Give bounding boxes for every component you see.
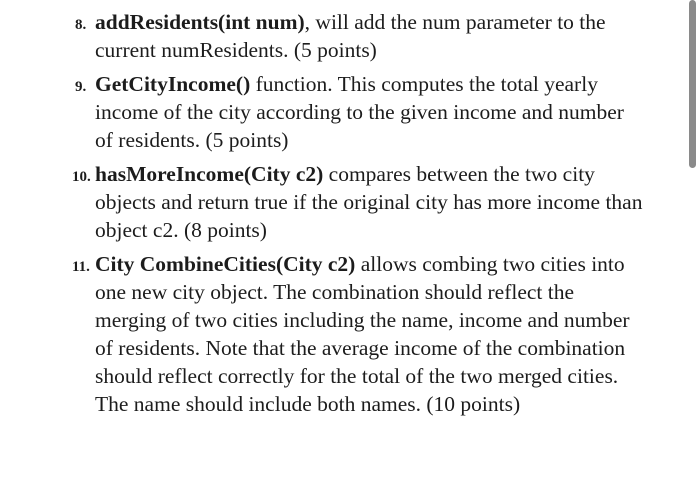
item-description: allows combing two cities into one new city object. The combination should reflect the merging of two cities including the name, income and number of residents. Note that the average income of the combination should reflect correctly for the total of the two merged cities. The name should include both names. (10 points) (95, 252, 630, 416)
method-name: City CombineCities(City c2) (95, 252, 356, 276)
item-number: 11. (72, 259, 90, 275)
scrollbar[interactable] (689, 0, 696, 168)
document-body (72, 8, 645, 424)
method-name: hasMoreIncome(City c2) (95, 162, 324, 186)
list-item (75, 70, 645, 154)
item-number: 8. (75, 17, 87, 33)
list-item (72, 160, 645, 244)
list-item (72, 250, 645, 418)
item-number: 9. (75, 79, 87, 95)
item-description: , will add the num parameter to the current numResidents. (5 points) (95, 10, 606, 62)
list-item (75, 8, 645, 64)
item-description: function. This computes the total yearly income of the city according to the given income and number of residents. (5 points) (95, 72, 624, 152)
method-name: GetCityIncome() (95, 72, 251, 96)
item-description: compares between the two city objects and return true if the original city has more income than object c2. (8 points) (95, 162, 643, 242)
item-number: 10. (72, 169, 91, 185)
method-name: addResidents(int num) (95, 10, 305, 34)
